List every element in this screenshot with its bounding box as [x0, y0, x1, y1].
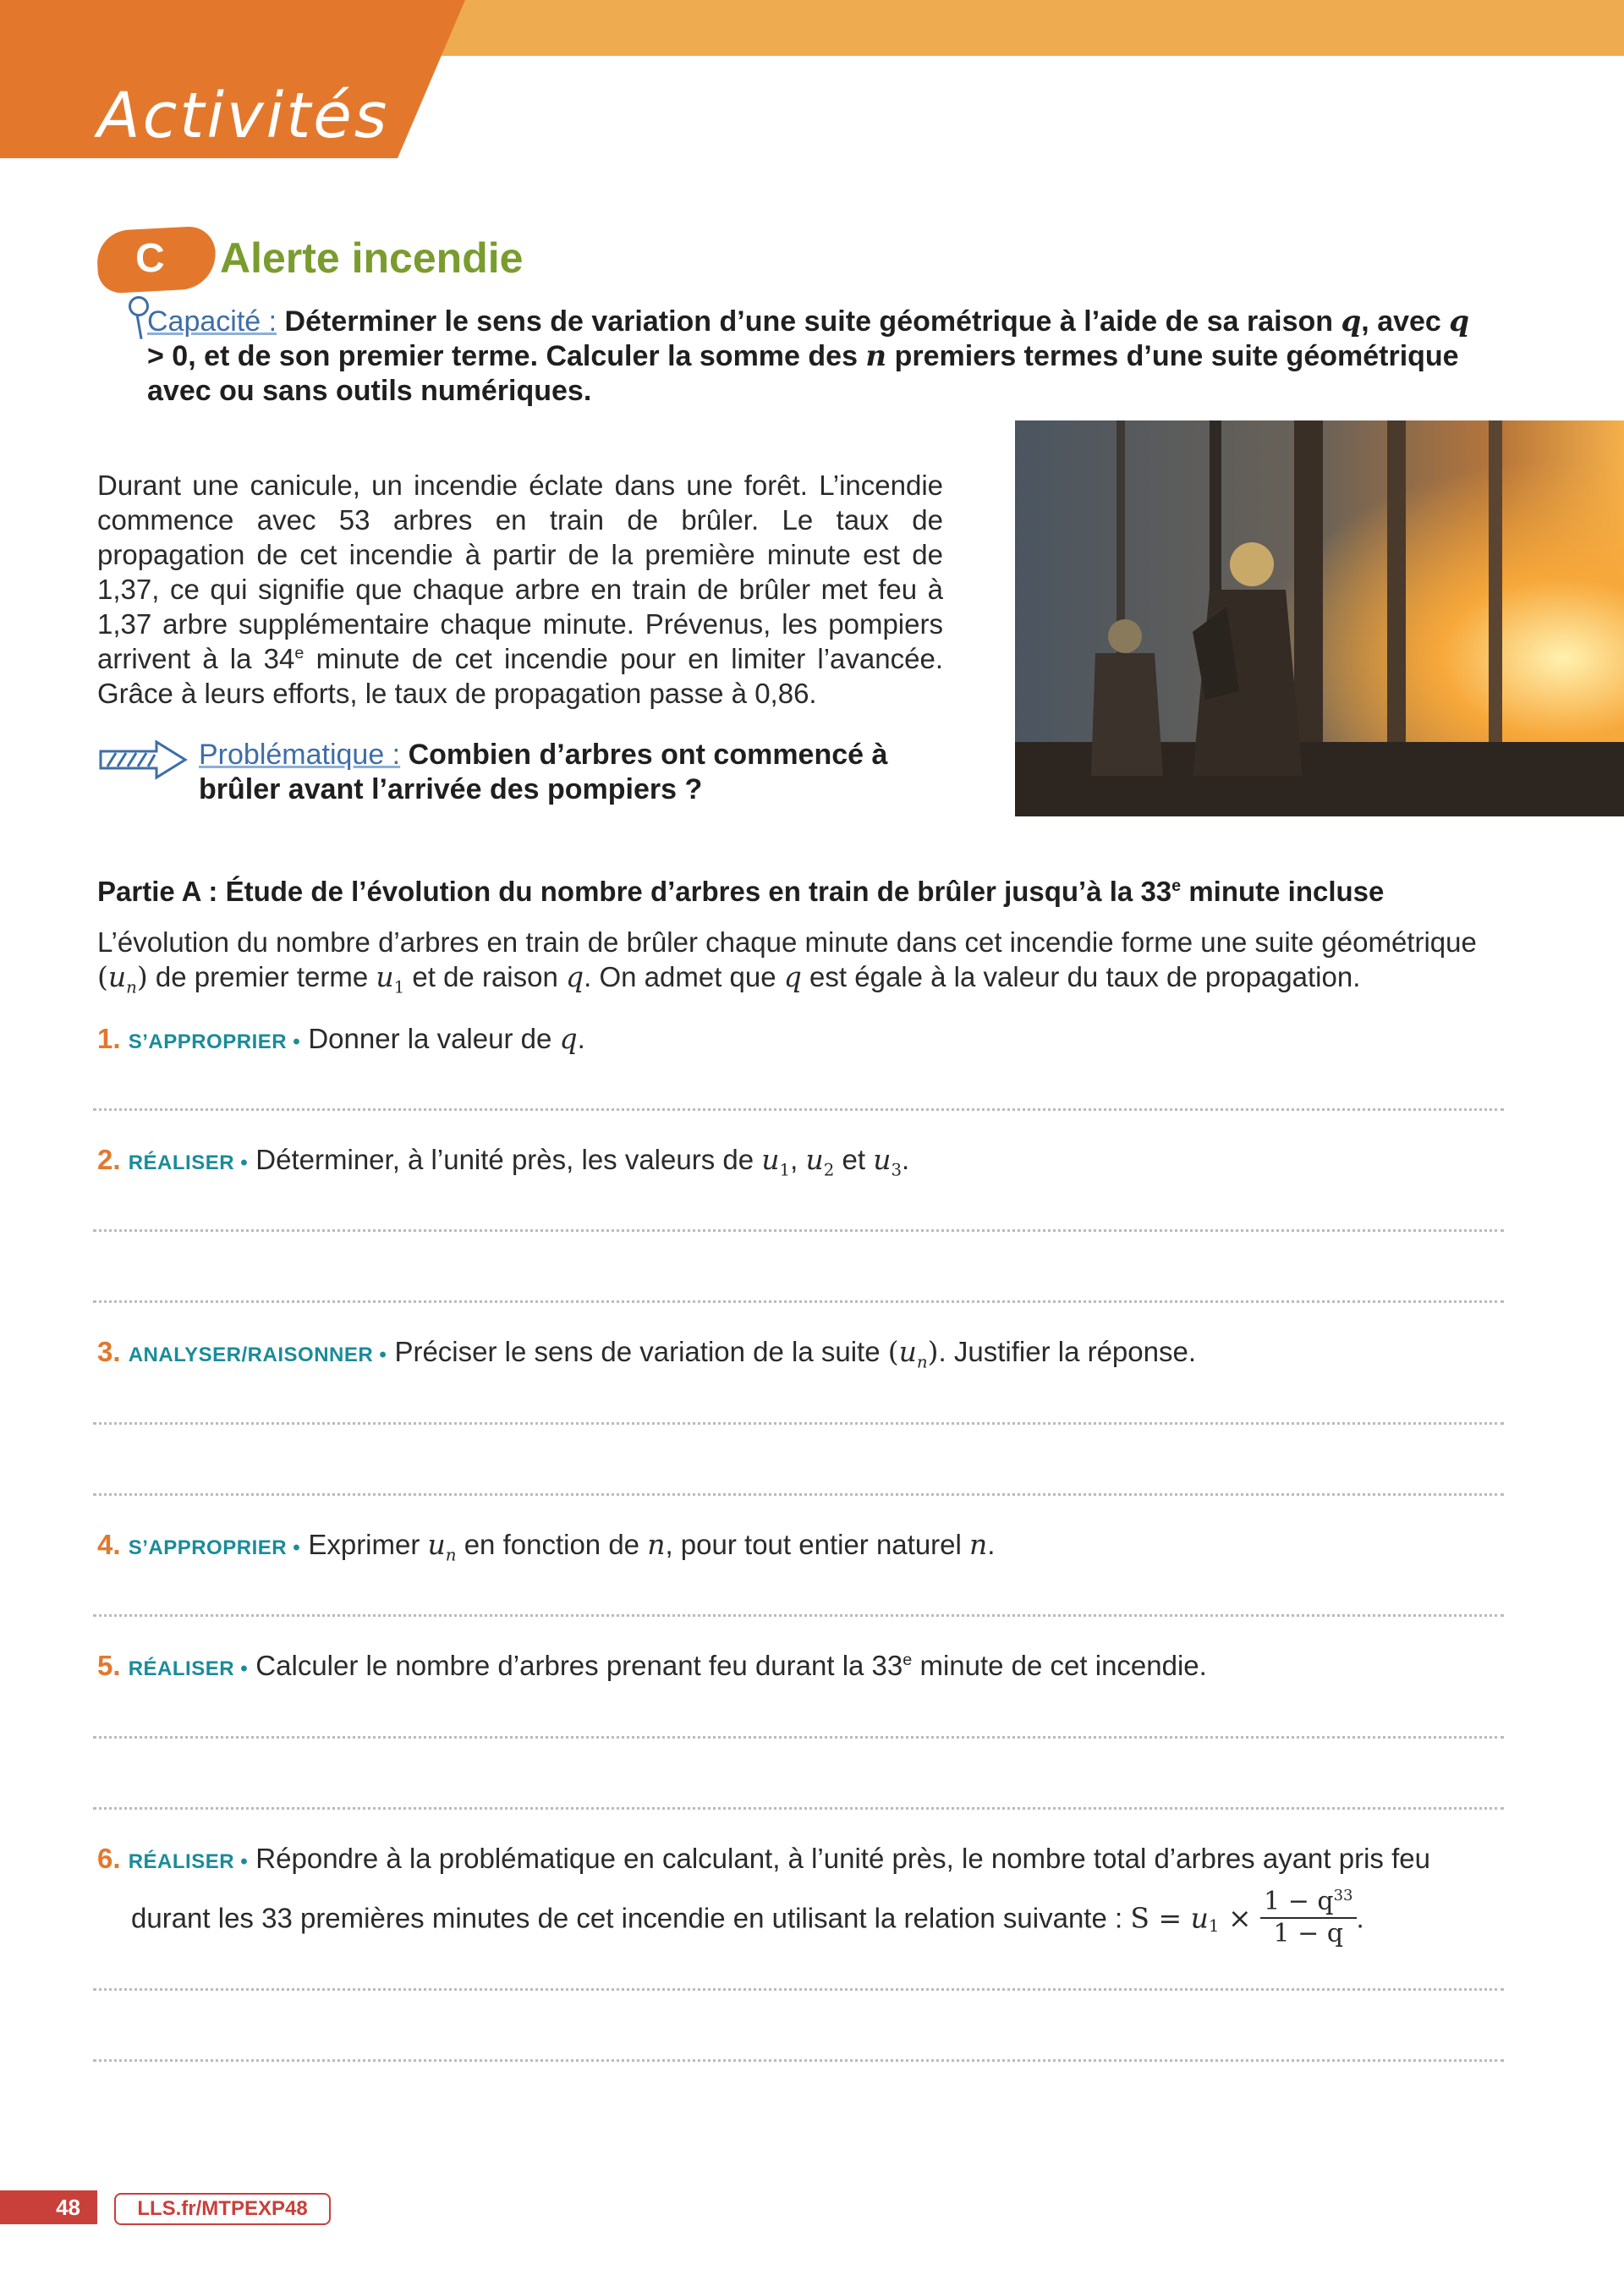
capacite-text: > 0, et de son premier terme. Calculer la somme des	[147, 340, 866, 372]
question-text: Exprimer	[300, 1529, 428, 1560]
ordinal-sup: e	[294, 644, 304, 662]
ordinal-sup: e	[903, 1651, 913, 1669]
answer-line[interactable]	[93, 1614, 1504, 1617]
intro-text: minute de cet incendie pour en limiter l’avancée. Grâce à leurs efforts, le taux de propagation passe à 0,86.	[97, 643, 943, 709]
skill-label: RÉALISER	[128, 1657, 235, 1680]
bullet: •	[287, 1030, 301, 1053]
math-u1: $u_1$	[376, 960, 405, 997]
formula-times: ×	[1219, 1901, 1261, 1935]
part-a-text: de premier terme	[147, 961, 376, 992]
firefighters-photo	[1015, 420, 1624, 816]
part-a-text: L’évolution du nombre d’arbres en train de brûler chaque minute dans cet incendie forme une suite géométrique	[97, 926, 1477, 958]
page-number-text: 48	[56, 2195, 80, 2220]
math-q: q	[783, 960, 802, 993]
skill-label: S’APPROPRIER	[128, 1536, 288, 1559]
question-number: 2.	[97, 1144, 121, 1175]
math-q: q	[1449, 305, 1470, 338]
question-text: Préciser le sens de variation de la suite	[387, 1336, 888, 1367]
question-2	[97, 1142, 1535, 1180]
question-text: Donner la valeur de	[300, 1023, 560, 1054]
section-title: Alerte incendie	[220, 234, 524, 282]
question-text: , pour tout entier naturel	[665, 1529, 970, 1560]
formula-fraction	[1260, 1887, 1356, 1949]
capacite-block	[147, 305, 1492, 409]
question-text: .	[577, 1023, 585, 1054]
skill-label: RÉALISER	[128, 1151, 235, 1174]
answer-line[interactable]	[93, 1988, 1504, 1991]
math-n: n	[969, 1528, 988, 1561]
formula-sub: 1	[1208, 1916, 1220, 1936]
intro-paragraph	[97, 468, 943, 711]
math-n: n	[647, 1528, 666, 1561]
math-q: q	[1341, 305, 1362, 338]
formula-s: S =	[1130, 1901, 1191, 1935]
part-a-text: . On admet que	[584, 961, 784, 992]
bullet: •	[234, 1850, 249, 1873]
answer-line[interactable]	[93, 1300, 1504, 1303]
question-4	[97, 1527, 1535, 1565]
question-6-formula-line	[131, 1887, 1535, 1949]
arrow-icon	[97, 739, 190, 781]
math-un: $u_n$	[427, 1528, 457, 1565]
resource-link[interactable]: LLS.fr/MTPEXP48	[114, 2193, 331, 2225]
question-number: 4.	[97, 1529, 121, 1560]
skill-label: RÉALISER	[128, 1850, 235, 1873]
question-text: ,	[790, 1144, 806, 1175]
capacite-text: Déterminer le sens de variation d’une suite géométrique à l’aide de sa raison	[277, 305, 1341, 338]
question-text: Déterminer, à l’unité près, les valeurs de	[248, 1144, 762, 1175]
ordinal-sup: e	[1171, 876, 1182, 895]
question-text: Calculer le nombre d’arbres prenant feu durant la 33	[248, 1650, 903, 1681]
bullet: •	[234, 1151, 249, 1174]
math-un: $(u_n)$	[97, 960, 148, 997]
page-title: Activités	[97, 80, 390, 152]
question-text: minute de cet incendie.	[912, 1650, 1207, 1681]
answer-line[interactable]	[93, 1108, 1504, 1111]
question-text: durant les 33 premières minutes de cet incendie en utilisant la relation suivante :	[131, 1902, 1131, 1934]
fraction-numerator	[1260, 1887, 1356, 1919]
question-text: Répondre à la problématique en calculant, à l’unité près, le nombre total d’arbres ayant pris feu	[248, 1843, 1430, 1874]
math-u1: $u_1$	[761, 1143, 791, 1180]
pin-icon-stem	[135, 314, 142, 339]
part-a-intro	[97, 925, 1510, 997]
problematique-label: Problématique :	[199, 739, 401, 771]
answer-line[interactable]	[93, 1807, 1504, 1810]
math-q: q	[559, 1022, 578, 1055]
bullet: •	[234, 1657, 249, 1680]
part-a-title	[97, 876, 1384, 908]
formula-u: u	[1190, 1901, 1209, 1935]
part-a-title-text: minute incluse	[1181, 876, 1385, 907]
math-u2: $u_2$	[805, 1143, 835, 1180]
bullet: •	[287, 1536, 301, 1559]
question-3	[97, 1334, 1535, 1372]
answer-line[interactable]	[93, 2059, 1504, 2062]
problematique-block	[199, 738, 892, 807]
answer-line[interactable]	[93, 1493, 1504, 1496]
math-un: $(u_n)$	[887, 1335, 939, 1372]
fraction-num-text: 1 − q	[1264, 1887, 1334, 1916]
math-u3: $u_3$	[873, 1143, 903, 1180]
question-text: .	[987, 1529, 996, 1560]
bullet: •	[373, 1344, 387, 1366]
intro-text: Durant une canicule, un incendie éclate dans une forêt. L’incendie commence avec 53 arbres en train de brûler. Le taux de propagation de cet incendie à partir de la première minute est de 1,37, ce qui signifie que chaque arbre en train de brûler met feu à 1,37 arbre supplémentaire chaque minute. Prévenus, les pompiers arrivent à la 34	[97, 470, 943, 674]
question-text: en fonction de	[456, 1529, 648, 1560]
section-letter: C	[135, 236, 165, 281]
question-5	[97, 1648, 1535, 1686]
firefighters-illustration	[1015, 420, 1624, 816]
question-number: 1.	[97, 1023, 121, 1054]
question-text: et	[834, 1144, 874, 1175]
question-text: . Justifier la réponse.	[938, 1336, 1197, 1367]
problematique-text: Combien d’arbres ont commencé à brûler avant l’arrivée des pompiers ?	[199, 739, 888, 805]
part-a-text: et de raison	[404, 961, 566, 992]
part-a-text: est égale à la valeur du taux de propagation.	[801, 961, 1361, 992]
fraction-denominator: 1 − q	[1273, 1919, 1344, 1948]
question-text: .	[1356, 1902, 1364, 1934]
skill-label: S’APPROPRIER	[128, 1030, 288, 1053]
question-number: 3.	[97, 1336, 121, 1367]
pin-icon	[129, 296, 149, 316]
part-a-title-text: Partie A : Étude de l’évolution du nombre d’arbres en train de brûler jusqu’à la 33	[97, 876, 1172, 907]
page-number	[0, 2190, 97, 2224]
answer-line[interactable]	[93, 1422, 1504, 1425]
capacite-text: , avec	[1361, 305, 1450, 338]
capacite-text: premiers termes d’une suite géométrique avec ou sans outils numériques.	[147, 340, 1459, 407]
math-q: q	[566, 960, 584, 993]
math-n: n	[865, 339, 887, 373]
question-6	[97, 1841, 1535, 1879]
question-number: 6.	[97, 1843, 121, 1874]
answer-line[interactable]	[93, 1229, 1504, 1232]
skill-label: ANALYSER/RAISONNER	[128, 1344, 374, 1366]
fraction-exponent: 33	[1333, 1887, 1353, 1904]
answer-line[interactable]	[93, 1736, 1504, 1739]
question-1	[97, 1021, 1535, 1059]
question-number: 5.	[97, 1650, 121, 1681]
question-text: .	[902, 1144, 910, 1175]
capacite-label: Capacité :	[147, 305, 277, 338]
